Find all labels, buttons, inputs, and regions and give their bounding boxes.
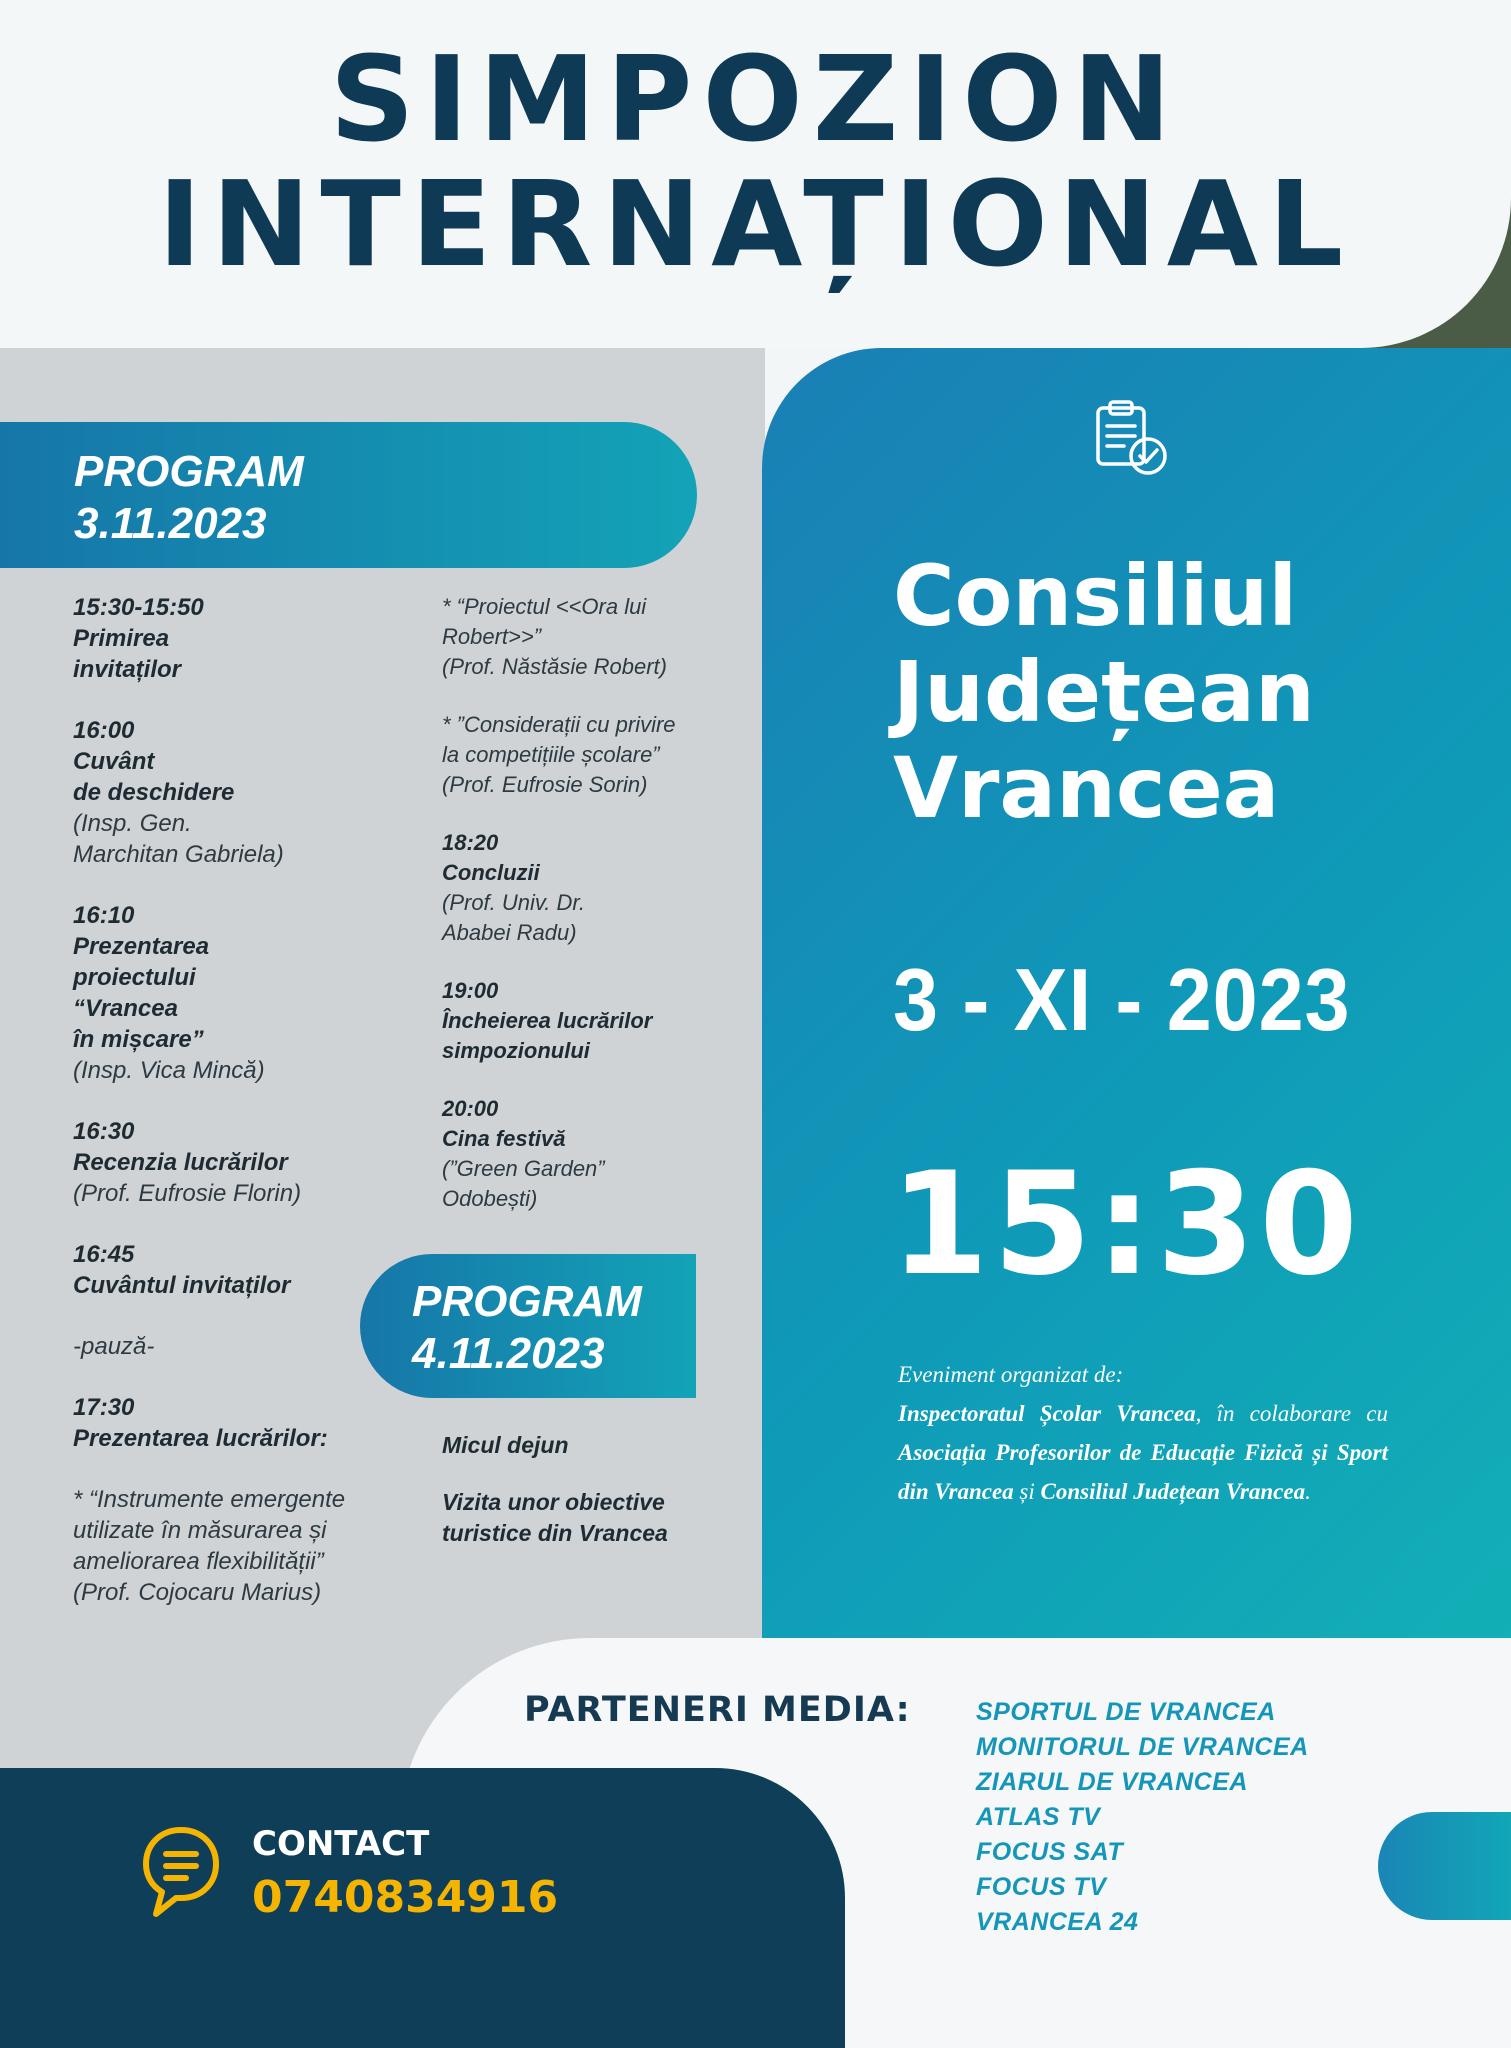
- program-entry: [442, 1094, 762, 1214]
- program-time: 15:30-15:50: [73, 594, 204, 621]
- contact-label: CONTACT: [252, 1824, 430, 1864]
- program-day2-date: 4.11.2023: [412, 1329, 605, 1378]
- media-partners-list: [976, 1695, 1376, 1940]
- organizer-end: .: [1305, 1479, 1311, 1504]
- program-day2-heading: [360, 1254, 696, 1398]
- program-day2-item: turistice din Vrancea: [442, 1520, 668, 1546]
- program-title: Primirea: [73, 625, 170, 652]
- program-note: -pauză-: [73, 1333, 155, 1360]
- program-note: (Prof. Eufrosie Sorin): [442, 772, 648, 797]
- media-partner: FOCUS SAT: [976, 1838, 1124, 1866]
- program-entry: [73, 1116, 433, 1209]
- program-time: 16:30: [73, 1118, 135, 1145]
- program-time: 17:30: [73, 1394, 135, 1421]
- program-title: Încheierea lucrărilor: [442, 1008, 653, 1033]
- program-entry: [442, 592, 762, 682]
- organizer-block: [898, 1355, 1388, 1511]
- organizer-connector: și: [1013, 1479, 1041, 1504]
- media-partner: VRANCEA 24: [976, 1908, 1139, 1936]
- venue-line-3: Vrancea: [893, 739, 1280, 837]
- program-title: invitaților: [73, 656, 182, 683]
- program-title: de deschidere: [73, 779, 235, 806]
- title-line-1: SIMPOZION: [329, 30, 1182, 168]
- program-time: 16:45: [73, 1241, 135, 1268]
- media-partner: ATLAS TV: [976, 1803, 1101, 1831]
- program-title: simpozionului: [442, 1038, 590, 1063]
- program-entry: [73, 715, 433, 870]
- program-note: (Insp. Gen.: [73, 810, 192, 837]
- clipboard-check-icon: [1092, 398, 1178, 488]
- program-day1-column-1: [73, 592, 433, 1638]
- title-line-2: INTERNAȚIONAL: [157, 155, 1354, 293]
- program-title: Prezentarea: [73, 933, 210, 960]
- program-note: Robert>>”: [442, 624, 542, 649]
- program-day1-date: 3.11.2023: [74, 499, 267, 548]
- organizer-text: [898, 1394, 1388, 1511]
- program-note: (Prof. Univ. Dr.: [442, 890, 586, 915]
- media-partner: SPORTUL DE VRANCEA: [976, 1698, 1276, 1726]
- decorative-pill: [1378, 1812, 1511, 1920]
- program-note: ameliorarea flexibilității”: [73, 1548, 324, 1575]
- venue-line-1: Consiliul: [893, 547, 1298, 645]
- program-title: Recenzia lucrărilor: [73, 1149, 288, 1176]
- program-title: în mișcare”: [73, 1026, 204, 1053]
- program-entry: [73, 1484, 433, 1608]
- program-time: 19:00: [442, 978, 499, 1003]
- event-time: 15:30: [890, 1142, 1363, 1307]
- program-time: 20:00: [442, 1096, 499, 1121]
- venue-line-2: Județean: [893, 643, 1315, 741]
- media-partner: ZIARUL DE VRANCEA: [976, 1768, 1248, 1796]
- program-day2-item: Vizita unor obiective: [442, 1489, 665, 1515]
- media-partner: MONITORUL DE VRANCEA: [976, 1733, 1309, 1761]
- program-entry: [73, 1392, 433, 1454]
- program-note: Odobești): [442, 1186, 538, 1211]
- program-entry: [442, 710, 762, 800]
- program-time: 16:00: [73, 717, 135, 744]
- program-note: * ”Considerații cu privire: [442, 712, 676, 737]
- media-partner: FOCUS TV: [976, 1873, 1107, 1901]
- event-date: 3 - XI - 2023: [893, 950, 1351, 1049]
- organizer-council: Consiliul Județean Vrancea: [1040, 1479, 1306, 1504]
- contact-phone[interactable]: 0740834916: [252, 1872, 559, 1923]
- program-note: (”Green Garden”: [442, 1156, 605, 1181]
- program-entry: [442, 976, 762, 1066]
- organizer-intro: Eveniment organizat de:: [898, 1362, 1124, 1387]
- program-note: * “Proiectul <<Ora lui: [442, 594, 647, 619]
- program-title: “Vrancea: [73, 995, 178, 1022]
- program-day2-label: PROGRAM: [412, 1277, 642, 1326]
- program-title: Cina festivă: [442, 1126, 566, 1151]
- program-entry: [442, 828, 762, 948]
- program-title: Concluzii: [442, 860, 540, 885]
- organizer-isj: Inspectoratul Școlar Vrancea: [898, 1401, 1196, 1426]
- media-partners-label: PARTENERI MEDIA:: [524, 1690, 911, 1730]
- program-day1-label: PROGRAM: [74, 447, 304, 496]
- program-note: (Prof. Cojocaru Marius): [73, 1579, 322, 1606]
- program-title: Cuvânt: [73, 748, 155, 775]
- organizer-association: Asociația Profesorilor de Educație Fizică și Sport din Vrancea: [898, 1440, 1388, 1504]
- program-note: * “Instrumente emergente: [73, 1486, 346, 1513]
- program-note: utilizate în măsurarea și: [73, 1517, 327, 1544]
- program-note: Marchitan Gabriela): [73, 841, 284, 868]
- program-note: (Prof. Năstăsie Robert): [442, 654, 667, 679]
- organizer-connector: , în colaborare cu: [1195, 1401, 1388, 1426]
- program-note: Ababei Radu): [442, 920, 577, 945]
- program-entry: [73, 900, 433, 1086]
- program-title: Cuvântul invitaților: [73, 1272, 291, 1299]
- program-day2-item: Micul dejun: [442, 1432, 569, 1458]
- program-title: Prezentarea lucrărilor:: [73, 1425, 328, 1452]
- program-note: (Insp. Vica Mincă): [73, 1057, 265, 1084]
- program-time: 16:10: [73, 902, 135, 929]
- program-title: proiectului: [73, 964, 196, 991]
- chat-bubble-icon: [140, 1824, 222, 1926]
- program-day1-heading: [0, 422, 697, 568]
- program-note: la competițiile școlare”: [442, 742, 660, 767]
- program-entry: [73, 592, 433, 685]
- program-day1-column-2: [442, 592, 762, 1242]
- program-note: (Prof. Eufrosie Florin): [73, 1180, 302, 1207]
- program-time: 18:20: [442, 830, 499, 855]
- program-day2-list: [442, 1430, 762, 1549]
